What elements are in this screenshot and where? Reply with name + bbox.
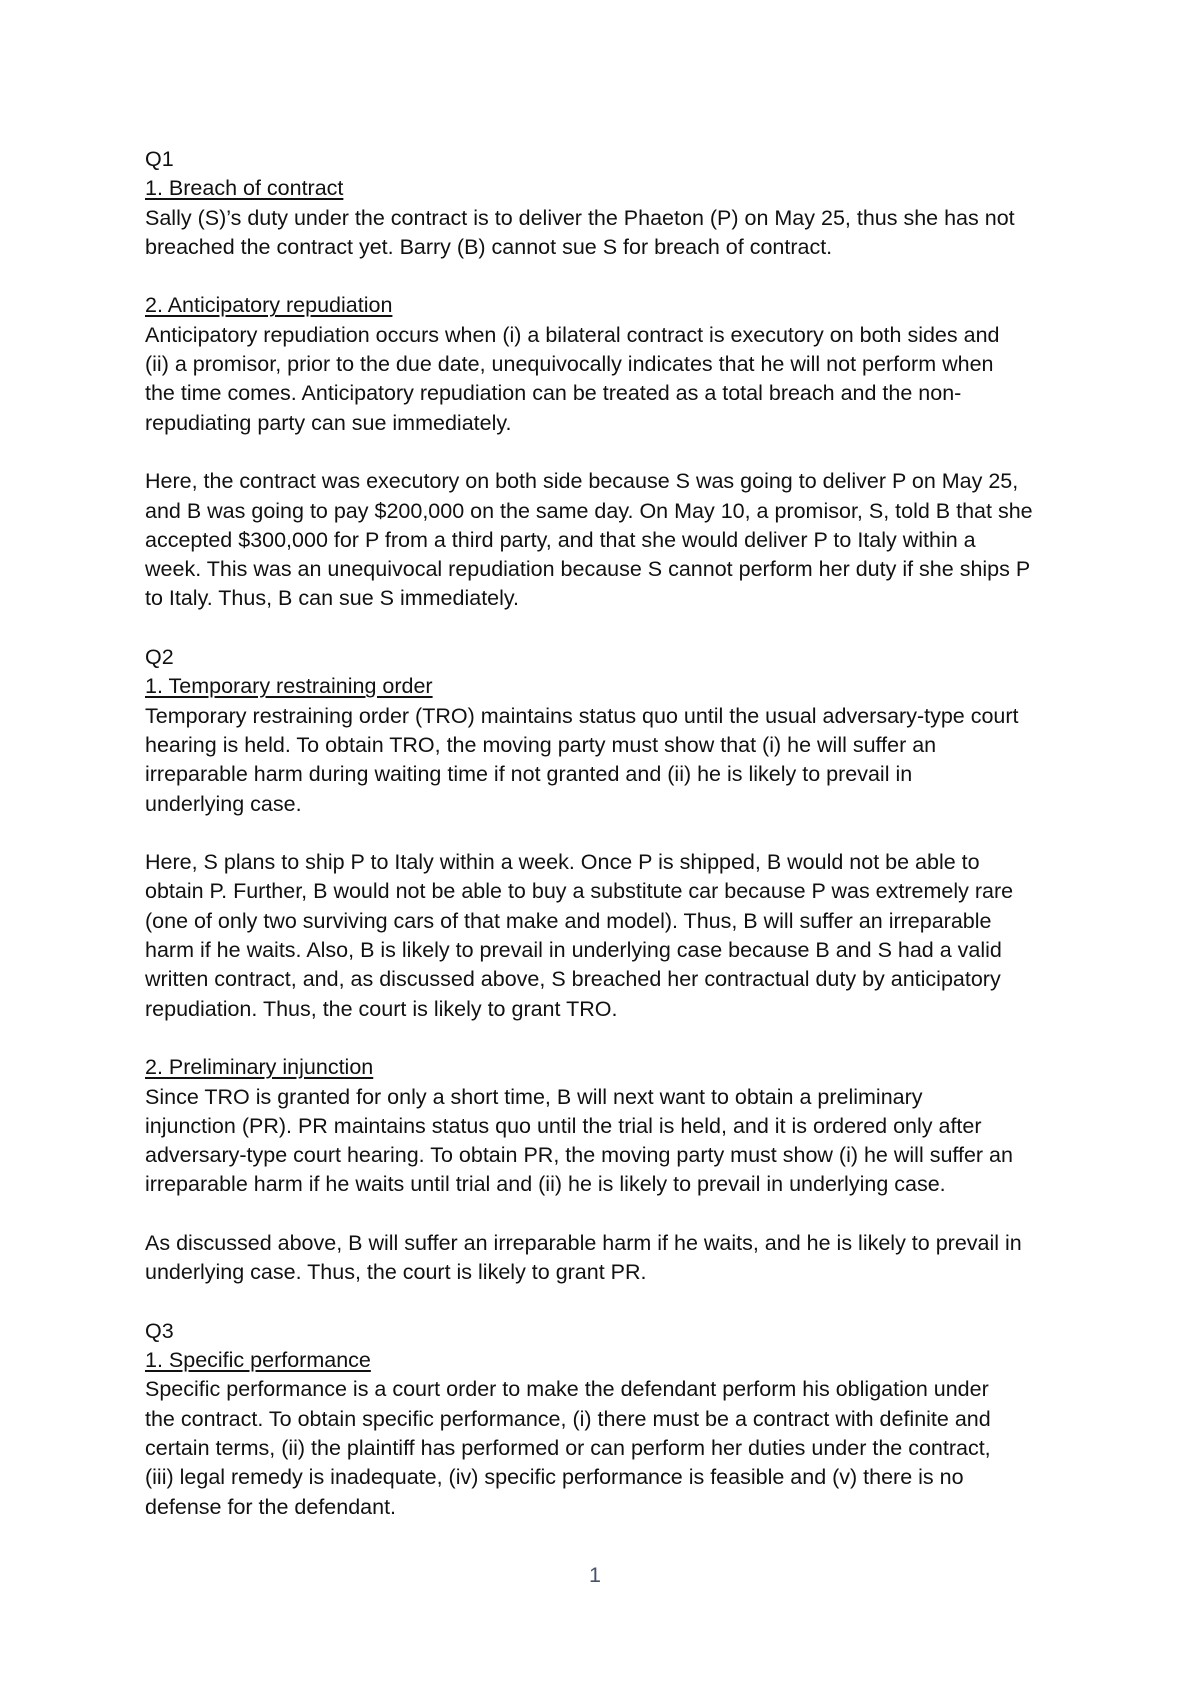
text-line: harm if he waits. Also, B is likely to prevail in underlying case because B and S had a valid bbox=[145, 938, 1002, 963]
section-heading-anticipatory-repudiation: 2. Anticipatory repudiation bbox=[145, 293, 393, 318]
paragraph-anticipatory-repudiation-analysis bbox=[145, 467, 1055, 613]
document-body bbox=[145, 145, 1055, 1522]
text-line: breached the contract yet. Barry (B) cannot sue S for breach of contract. bbox=[145, 234, 833, 259]
question-label-q2: Q2 bbox=[145, 645, 174, 670]
text-line: Sally (S)’s duty under the contract is to deliver the Phaeton (P) on May 25, thus she has not bbox=[145, 205, 1015, 230]
section-heading-temporary-restraining-order: 1. Temporary restraining order bbox=[145, 674, 433, 699]
text-line: the time comes. Anticipatory repudiation can be treated as a total breach and the non- bbox=[145, 381, 962, 406]
paragraph-tro-analysis bbox=[145, 848, 1055, 1024]
text-line: repudiating party can sue immediately. bbox=[145, 410, 512, 435]
text-line: Anticipatory repudiation occurs when (i) a bilateral contract is executory on both sides and bbox=[145, 322, 1000, 347]
text-line: irreparable harm during waiting time if not granted and (ii) he is likely to prevail in bbox=[145, 762, 913, 787]
text-line: (one of only two surviving cars of that make and model). Thus, B will suffer an irreparable bbox=[145, 908, 992, 933]
section-heading-preliminary-injunction: 2. Preliminary injunction bbox=[145, 1055, 374, 1080]
paragraph-specific-performance-rule bbox=[145, 1375, 1055, 1521]
section-heading-specific-performance: 1. Specific performance bbox=[145, 1348, 371, 1373]
paragraph-anticipatory-repudiation-rule bbox=[145, 321, 1055, 438]
text-line: Here, the contract was executory on both side because S was going to deliver P on May 25, bbox=[145, 469, 1019, 494]
text-line: the contract. To obtain specific performance, (i) there must be a contract with definite and bbox=[145, 1406, 991, 1431]
text-line: As discussed above, B will suffer an irreparable harm if he waits, and he is likely to prevail in bbox=[145, 1230, 1022, 1255]
text-line: to Italy. Thus, B can sue S immediately. bbox=[145, 586, 520, 611]
text-line: hearing is held. To obtain TRO, the moving party must show that (i) he will suffer an bbox=[145, 732, 937, 757]
paragraph-breach-of-contract bbox=[145, 204, 1055, 263]
page-number: 1 bbox=[589, 1563, 601, 1587]
text-line: underlying case. bbox=[145, 791, 302, 816]
text-line: week. This was an unequivocal repudiation because S cannot perform her duty if she ships P bbox=[145, 557, 1031, 582]
text-line: adversary-type court hearing. To obtain PR, the moving party must show (i) he will suffer an bbox=[145, 1143, 1013, 1168]
paragraph-tro-rule bbox=[145, 702, 1055, 819]
text-line: defense for the defendant. bbox=[145, 1494, 397, 1519]
paragraph-preliminary-injunction-analysis bbox=[145, 1229, 1055, 1288]
text-line: Temporary restraining order (TRO) maintains status quo until the usual adversary-type court bbox=[145, 703, 1019, 728]
text-line: obtain P. Further, B would not be able to buy a substitute car because P was extremely rare bbox=[145, 879, 1014, 904]
text-line: repudiation. Thus, the court is likely to grant TRO. bbox=[145, 996, 618, 1021]
text-line: accepted $300,000 for P from a third party, and that she would deliver P to Italy within a bbox=[145, 527, 976, 552]
text-line: (ii) a promisor, prior to the due date, unequivocally indicates that he will not perform when bbox=[145, 352, 994, 377]
paragraph-preliminary-injunction-rule bbox=[145, 1083, 1055, 1200]
text-line: Since TRO is granted for only a short time, B will next want to obtain a preliminary bbox=[145, 1084, 923, 1109]
question-label-q3: Q3 bbox=[145, 1318, 174, 1343]
question-label-q1: Q1 bbox=[145, 147, 174, 171]
text-line: written contract, and, as discussed above, S breached her contractual duty by anticipatory bbox=[145, 967, 1001, 992]
section-heading-breach-of-contract: 1. Breach of contract bbox=[145, 176, 344, 201]
text-line: certain terms, (ii) the plaintiff has performed or can perform her duties under the contract, bbox=[145, 1436, 991, 1461]
text-line: irreparable harm if he waits until trial and (ii) he is likely to prevail in underlying case. bbox=[145, 1172, 946, 1197]
text-line: and B was going to pay $200,000 on the same day. On May 10, a promisor, S, told B that she bbox=[145, 498, 1033, 523]
text-line: Here, S plans to ship P to Italy within a week. Once P is shipped, B would not be able to bbox=[145, 850, 980, 875]
text-line: underlying case. Thus, the court is likely to grant PR. bbox=[145, 1260, 647, 1285]
text-line: (iii) legal remedy is inadequate, (iv) specific performance is feasible and (v) there is no bbox=[145, 1465, 964, 1490]
text-line: injunction (PR). PR maintains status quo until the trial is held, and it is ordered only after bbox=[145, 1113, 982, 1138]
text-line: Specific performance is a court order to make the defendant perform his obligation under bbox=[145, 1377, 989, 1402]
